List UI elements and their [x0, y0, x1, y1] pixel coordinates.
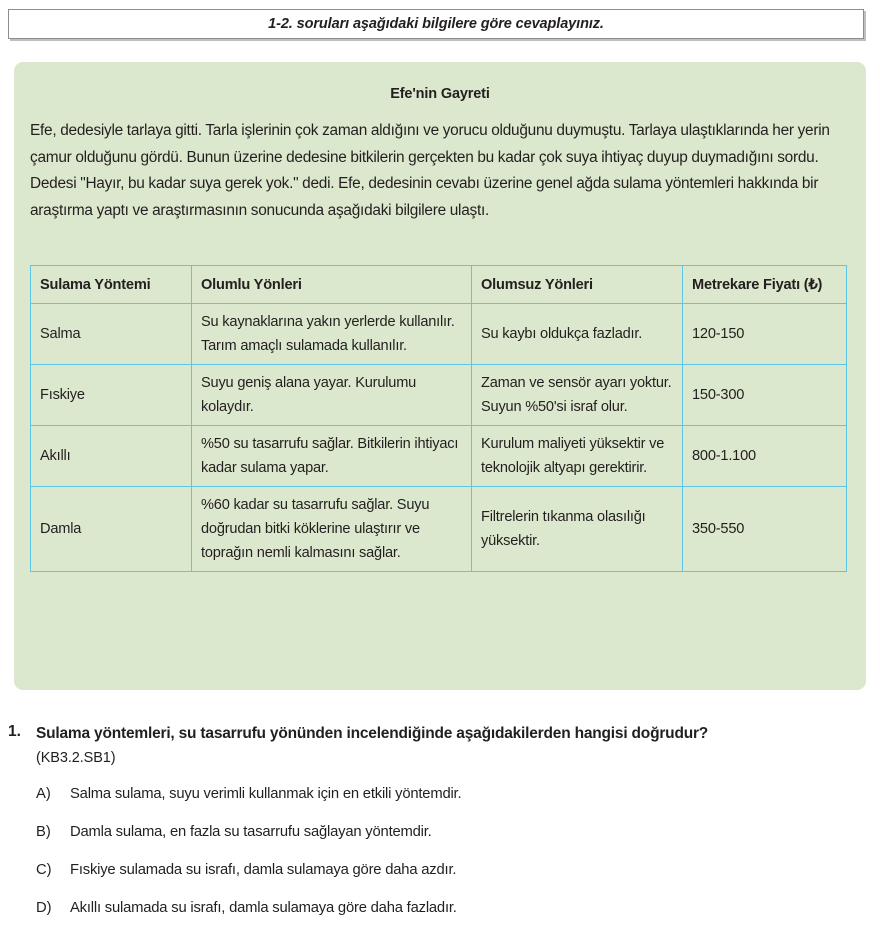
table-row [31, 304, 847, 365]
cell-pros: Suyu geniş alana yayar. Kurulumu kolaydır. [192, 365, 472, 426]
question-body [36, 723, 880, 770]
table-row [31, 487, 847, 572]
table-row [31, 365, 847, 426]
cell-price: 350-550 [683, 487, 847, 572]
question-number: 1. [8, 723, 21, 740]
instruction-banner [8, 9, 864, 39]
cell-cons: Zaman ve sensör ayarı yoktur. Suyun %50'si israf olur. [472, 365, 683, 426]
column-header-cons: Olumsuz Yönleri [472, 266, 683, 304]
question-1 [0, 723, 880, 936]
cell-cons: Su kaybı oldukça fazladır. [472, 304, 683, 365]
column-header-pros: Olumlu Yönleri [192, 266, 472, 304]
option-text-d: Akıllı sulamada su israfı, damla sulamaya göre daha fazladır. [70, 900, 457, 916]
cell-price: 800-1.100 [683, 426, 847, 487]
cell-method: Salma [31, 304, 192, 365]
question-heading-row [0, 723, 880, 770]
cell-method: Fıskiye [31, 365, 192, 426]
cell-price: 120-150 [683, 304, 847, 365]
question-text: Sulama yöntemleri, su tasarrufu yönünden incelendiğinde aşağıdakilerden hangisi doğrudur? [36, 725, 709, 742]
passage-panel [14, 62, 866, 690]
option-letter-b: B) [36, 824, 51, 840]
option-text-b: Damla sulama, en fazla su tasarrufu sağlayan yöntemdir. [70, 824, 432, 840]
cell-pros: %60 kadar su tasarrufu sağlar. Suyu doğrudan bitki köklerine ulaştırır ve toprağın nemli kalmasını sağlar. [192, 487, 472, 572]
option-letter-d: D) [36, 900, 52, 916]
answer-option-c[interactable] [36, 860, 880, 881]
cell-pros: %50 su tasarrufu sağlar. Bitkilerin ihtiyacı kadar sulama yapar. [192, 426, 472, 487]
column-header-price: Metrekare Fiyatı (₺) [683, 266, 847, 304]
answer-option-a[interactable] [36, 784, 880, 805]
passage-title: Efe'nin Gayreti [390, 86, 490, 102]
cell-cons: Filtrelerin tıkanma olasılığı yüksektir. [472, 487, 683, 572]
table-row [31, 426, 847, 487]
answer-option-d[interactable] [36, 898, 880, 919]
option-letter-a: A) [36, 786, 51, 802]
irrigation-methods-table [30, 265, 847, 572]
instruction-text: 1-2. soruları aşağıdaki bilgilere göre cevaplayınız. [268, 16, 604, 32]
passage-body: Efe, dedesiyle tarlaya gitti. Tarla işlerinin çok zaman aldığını ve yorucu olduğunu duymuştu. Tarlaya ulaştıklarında her yerin çamur olduğunu gördü. Bunun üzerine dedesine bitkilerin gerçekten bu kadar çok suya ihtiyaç duyup duymadığını sordu. Dedesi "Hayır, bu kadar suya gerek yok." dedi. Efe, dedesinin cevabı üzerine genel ağda sulama yöntemleri hakkında bir araştırma yaptı ve araştırmasının sonucunda aşağıdaki bilgilere ulaştı. [30, 122, 830, 219]
cell-price: 150-300 [683, 365, 847, 426]
option-letter-c: C) [36, 862, 52, 878]
cell-pros: Su kaynaklarına yakın yerlerde kullanılır. Tarım amaçlı sulamada kullanılır. [192, 304, 472, 365]
option-text-a: Salma sulama, suyu verimli kullanmak için en etkili yöntemdir. [70, 786, 462, 802]
option-text-c: Fıskiye sulamada su israfı, damla sulamaya göre daha azdır. [70, 862, 457, 878]
table-header-row [31, 266, 847, 304]
cell-cons: Kurulum maliyeti yüksektir ve teknolojik altyapı gerektirir. [472, 426, 683, 487]
question-objective-code: (KB3.2.SB1) [36, 750, 116, 766]
cell-method: Damla [31, 487, 192, 572]
answer-options-list [0, 784, 880, 919]
column-header-method: Sulama Yöntemi [31, 266, 192, 304]
cell-method: Akıllı [31, 426, 192, 487]
answer-option-b[interactable] [36, 822, 880, 843]
